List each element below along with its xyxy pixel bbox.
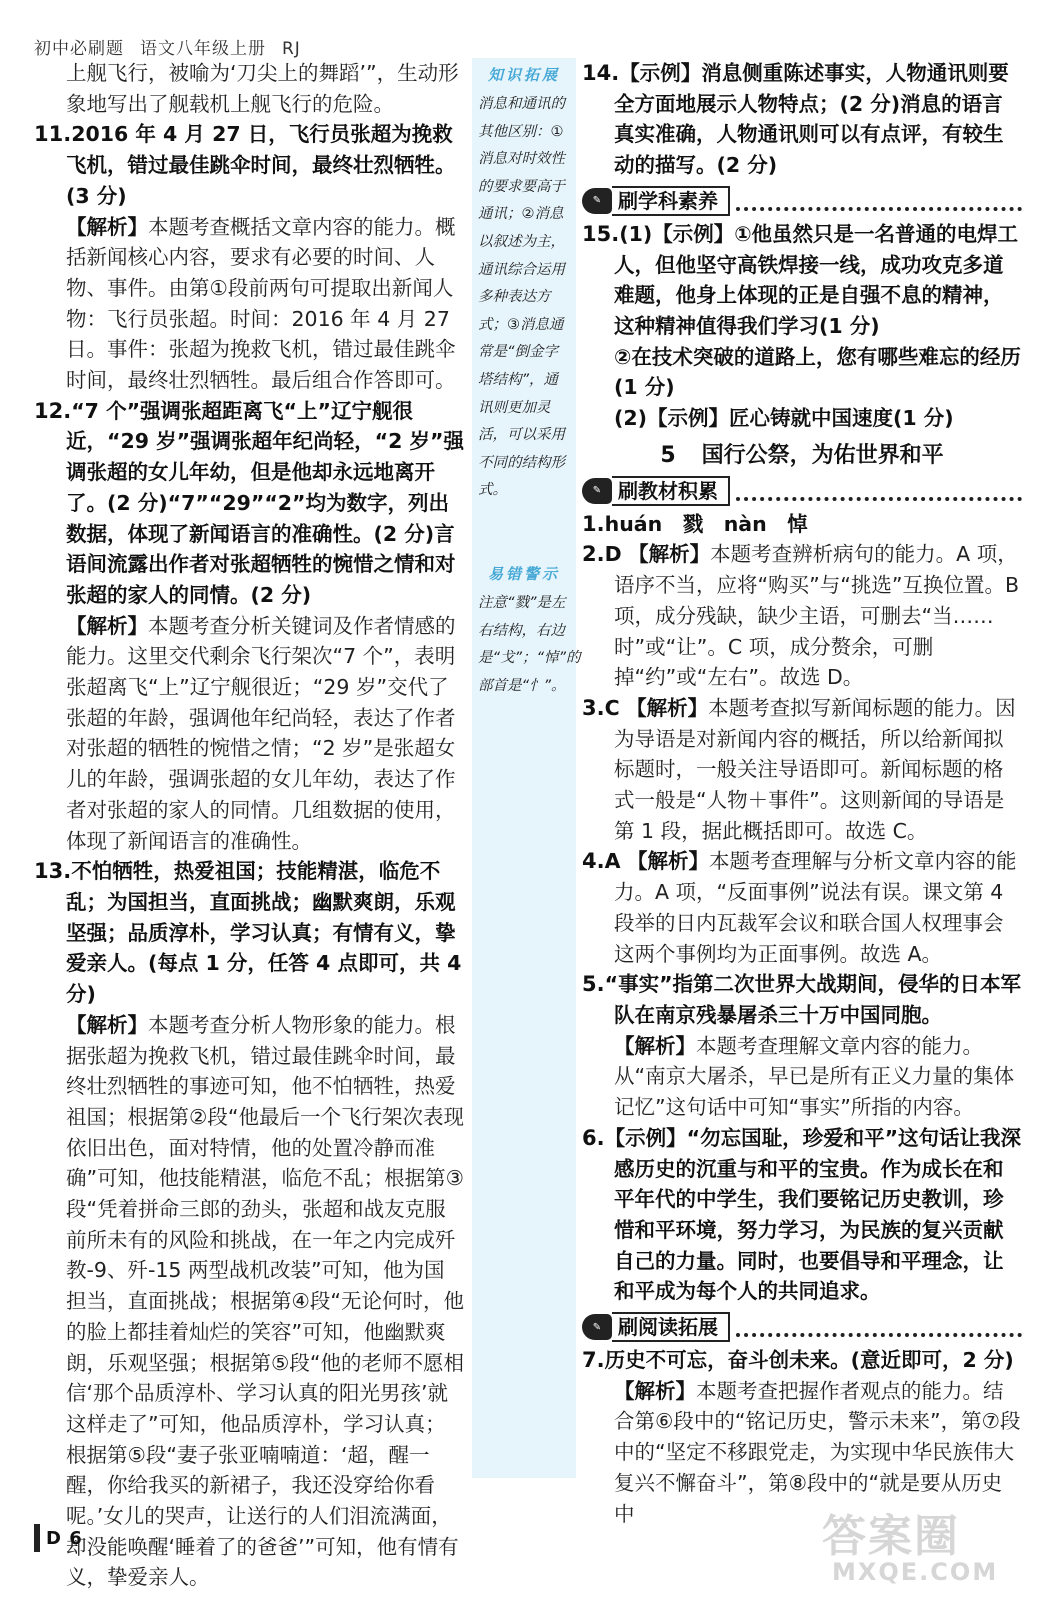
analysis-text: 本题考查把握作者观点的能力。结合第⑥段中的“铭记历史，警示未来”，第⑦段中的“坚定不移跟党走，为实现中华民族伟大复兴不懈奋斗”，第⑧段中的“就是要从历史中: [614, 1378, 1021, 1526]
right-column: [582, 58, 1022, 1529]
dotted-divider: [736, 1317, 1022, 1337]
analysis-text: 本题考查辨析病句的能力。A 项，语序不当，应将“购买”与“挑选”互换位置。B 项，成分残缺，缺少主语，可删去“当……时”或“让”。C 项，成分赘余，可删掉“约”或“左右”。故选 D。: [614, 542, 1020, 690]
banner-reading: [582, 1311, 1022, 1343]
continued-text: 上舰飞行，被喻为‘刀尖上的舞蹈’”，生动形象地写出了舰载机上舰飞行的危险。: [66, 61, 459, 116]
question-12-analysis: [34, 611, 464, 857]
brush-icon: ✎: [582, 478, 612, 504]
page-header: [34, 34, 301, 59]
analysis-tag: 【解析】: [66, 613, 148, 638]
question-number: 12.: [34, 398, 72, 423]
tip-text-knowledge: 消息和通讯的其他区别：①消息对时效性的要求要高于通讯；②消息以叙述为主，通讯综合运用多种表达方式；③消息通常是“倒金字塔结构”，通讯则更加灵活，可以采用不同的结构形式。: [478, 96, 565, 499]
analysis-tag: 【解析】: [627, 849, 709, 874]
header-edition: RJ: [282, 39, 301, 59]
watermark-url: MXQE.COM: [832, 1558, 999, 1586]
analysis-text: 本题考查概括文章内容的能力。概括新闻核心内容，要求有必要的时间、人物、事件。由第①段前两句可提取出新闻人物：飞行员张超。时间：2016 年 4 月 27 日。事件：张超为挽救飞机，错过最佳跳伞时间，最终壮烈牺牲。最后组合作答即可。: [66, 214, 456, 393]
question-answer: “事实”指第二次世界大战期间，侵华的日本军队在南京残暴屠杀三十万中国同胞。: [604, 972, 1022, 1027]
left-column: [34, 58, 464, 1593]
banner-label: 刷阅读拓展: [612, 1312, 730, 1342]
question-answer: 2016 年 4 月 27 日，飞行员张超为挽救飞机，错过最佳跳伞时间，最终壮烈牺牲。(3 分): [66, 122, 456, 208]
question-14: [582, 58, 1022, 181]
question-3: [582, 693, 1022, 847]
header-subject: 语文八年级上册: [140, 39, 266, 59]
analysis-text: 本题考查分析人物形象的能力。根据张超为挽救飞机，错过最佳跳伞时间，最终壮烈牺牲的事迹可知，他不怕牺牲，热爱祖国；根据第②段“他最后一个飞行架次表现依旧出色，面对特情，他的处置冷静而准确”可知，他技能精湛，临危不乱；根据第③段“凭着拼命三郎的劲头，张超和战友克服前所未有的风险和挑战，在一年之内完成歼教-9、歼-15 两型战机改装”可知，他为国担当，直面挑战；根据第④段“无论何时，他的脸上都挂着灿烂的笑容”可知，他幽默爽朗，乐观坚强；根据第⑤段“他的老师不愿相信‘那个品质淳朴、学习认真的阳光男孩’就这样走了”可知，他品质淳朴，学习认真；根据第⑤段“妻子张亚喃喃道：‘超，醒一醒，你给我买的新裙子，我还没穿给你看呢。’女儿的哭声，让送行的人们泪流满面，却没能唤醒‘睡着了的爸爸’”可知，他有情有义，挚爱亲人。: [66, 1012, 464, 1590]
question-number: 1.: [582, 511, 605, 536]
analysis-tag: 【解析】: [614, 1033, 696, 1058]
question-4: [582, 846, 1022, 969]
question-answer: “7 个”强调张超距离飞“上”辽宁舰很近，“29 岁”强调张超年纪尚轻，“2 岁”强调张超的女儿年幼，但是他却永远地离开了。(2 分)“7”“29”“2”均为数字，列出数据，体现了新闻语言的准确性。(2 分)言语间流露出作者对张超牺牲的惋惜之情和对张超的家人的同情。(2 分): [66, 398, 464, 607]
question-answer: 不怕牺牲，热爱祖国；技能精湛，临危不乱；为国担当，直面挑战；幽默爽朗，乐观坚强；品质淳朴，学习认真；有情有义，挚爱亲人。(每点 1 分，任答 4 点即可，共 4 分): [66, 859, 462, 1007]
banner-label: 刷教材积累: [612, 476, 730, 506]
question-5: [582, 969, 1022, 1030]
watermark-logo: [822, 1500, 1022, 1590]
page-number: [34, 1524, 96, 1552]
question-7: [582, 1345, 1022, 1376]
watermark-main: 答案圈: [822, 1511, 960, 1562]
question-answer: 【示例】“勿忘国耻，珍爱和平”这句话让我深感历史的沉重与和平的宝贵。作为成长在和平年代的中学生，我们要铭记历史教训，珍惜和平环境，努力学习，为民族的复兴贡献自己的力量。同时，也要倡导和平理念，让和平成为每个人的共同追求。: [604, 1125, 1022, 1304]
question-number: 2.: [582, 542, 605, 567]
question-5-analysis: [582, 1031, 1022, 1123]
analysis-tag: 【解析】: [66, 214, 148, 239]
analysis-text: 本题考查理解与分析文章内容的能力。A 项，“反面事例”说法有误。课文第 4 段举的日内瓦裁军会议和联合国人权理事会这两个事例均为正面事例。故选 A。: [614, 849, 1017, 966]
question-answer: 【示例】消息侧重陈述事实，人物通讯则要全方面地展示人物特点；(2 分)消息的语言真实准确，人物通讯则可以有点评，有较生动的描写。(2 分): [614, 61, 1009, 178]
question-number: 13.: [34, 859, 72, 884]
section-name: 国行公祭，为佑世界和平: [701, 442, 944, 468]
banner-textbook: [582, 475, 1022, 507]
question-2: [582, 539, 1022, 693]
brush-icon: ✎: [582, 188, 612, 214]
header-book: 初中必刷题: [34, 39, 124, 59]
tip-title-knowledge: 知识拓展: [487, 66, 560, 84]
question-letter: A: [604, 849, 621, 874]
question-12: [34, 396, 464, 611]
question-11: [34, 119, 464, 211]
question-number: 15.: [582, 221, 620, 246]
analysis-text: 本题考查理解文章内容的能力。从“南京大屠杀，早已是所有正义力量的集体记忆”这句话中可知“事实”所指的内容。: [614, 1033, 1015, 1120]
banner-label: 刷学科素养: [612, 186, 730, 216]
tip-text-warning: 注意“戮”是左右结构，右边是“戈”；“悼”的部首是“忄”。: [478, 594, 581, 694]
analysis-text: 本题考查拟写新闻标题的能力。因为导语是对新闻内容的概括，所以给新闻拟标题时，一般关注导语即可。新闻标题的格式一般是“人物＋事件”。这则新闻的导语是第 1 段，据此概括即可。故选 C。: [614, 695, 1016, 843]
tip-title-warning: 易错警示: [487, 564, 560, 583]
question-1: [582, 509, 1022, 540]
analysis-tag: 【解析】: [614, 1378, 696, 1403]
question-number: 11.: [34, 122, 72, 147]
question-number: 6.: [582, 1125, 605, 1150]
question-15-part: ②在技术突破的道路上，您有哪些难忘的经历(1 分): [614, 344, 1021, 400]
dotted-divider: [736, 191, 1022, 211]
question-number: 5.: [582, 972, 605, 997]
question-letter: D: [604, 542, 622, 567]
question-11-analysis: [34, 212, 464, 396]
question-answer: (1)【示例】①他虽然只是一名普通的电焊工人，但他坚守高铁焊接一线，成功攻克多道难题，他身上体现的正是自强不息的精神，这种精神值得我们学习(1 分): [614, 221, 1019, 338]
question-15: [582, 219, 1022, 342]
analysis-tag: 【解析】: [66, 1012, 148, 1037]
analysis-tag: 【解析】: [626, 695, 709, 720]
page-number-text: D 6: [46, 1527, 83, 1549]
section-number: 5: [660, 442, 676, 468]
question-number: 3.: [582, 695, 605, 720]
question-number: 7.: [582, 1348, 605, 1373]
page-number-bar: [34, 1524, 40, 1552]
question-number: 14.: [582, 61, 620, 85]
analysis-tag: 【解析】: [628, 542, 711, 567]
question-answer: 历史不可忘，奋斗创未来。(意近即可，2 分): [604, 1348, 1014, 1373]
brush-icon: ✎: [582, 1314, 612, 1340]
question-answer: huán 戮 nàn 悼: [604, 511, 808, 536]
question-number: 4.: [582, 849, 605, 874]
banner-subject-literacy: [582, 185, 1022, 217]
question-13: [34, 856, 464, 1010]
question-6: [582, 1123, 1022, 1307]
question-15-part: (2)【示例】匠心铸就中国速度(1 分): [614, 406, 954, 431]
tips-column: [472, 58, 581, 1478]
question-13-analysis: [34, 1010, 464, 1593]
question-letter: C: [604, 695, 620, 720]
section-title: [582, 438, 1022, 469]
analysis-text: 本题考查分析关键词及作者情感的能力。这里交代剩余飞行架次“7 个”，表明张超离飞“上”辽宁舰很近；“29 岁”交代了张超的年龄，强调他年纪尚轻，表达了作者对张超的牺牲的惋惜之情；“2 岁”是张超女儿的年龄，强调张超的女儿年幼，表达了作者对张超的家人的同情。几组数据的使用，体现了新闻语言的准确性。: [66, 613, 456, 853]
dotted-divider: [736, 481, 1022, 501]
